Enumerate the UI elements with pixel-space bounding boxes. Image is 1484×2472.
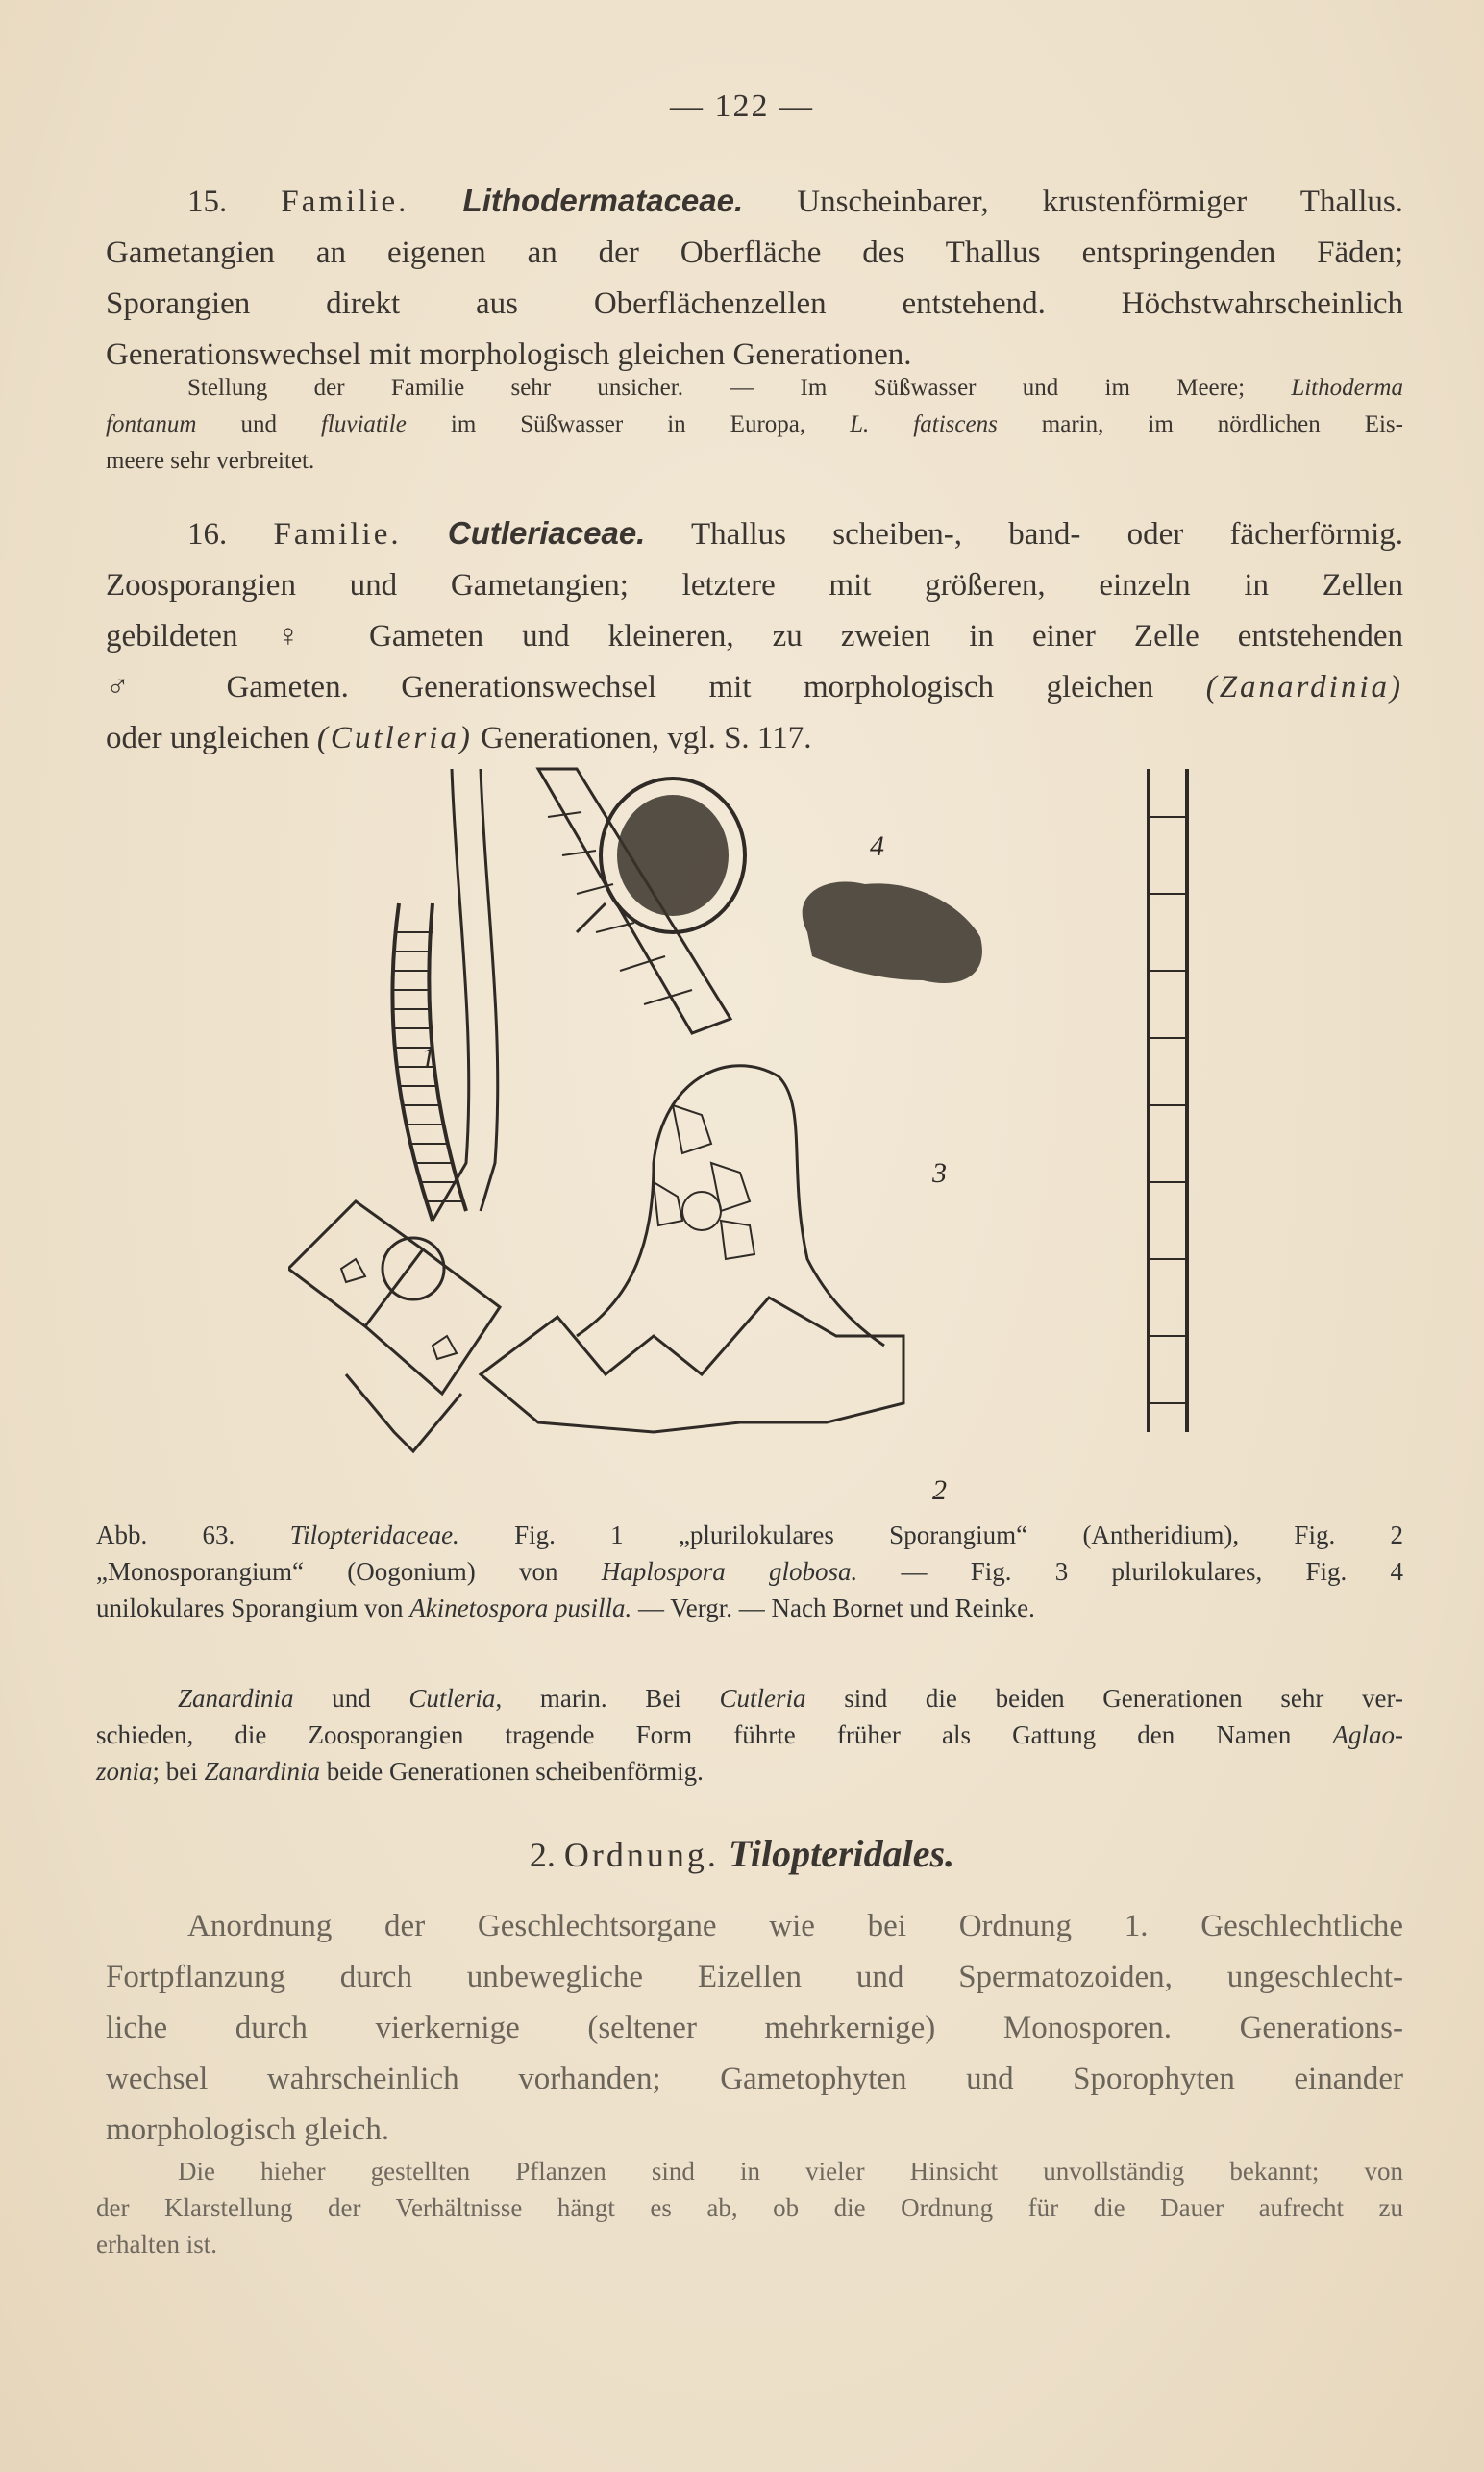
fig2-base-cells [481,1298,903,1432]
text-line [96,1680,1403,1717]
taxon-name: Cutleria [719,1684,806,1713]
figure-label-1: 1 [421,1042,435,1074]
family-name: Lithodermataceae. [462,183,744,218]
order-name: Tilopteridales. [718,1832,955,1875]
text-span: und [196,411,321,437]
taxon-name: Tilopteridaceae. [289,1520,459,1549]
taxon-name: Lithoderma [1291,375,1403,401]
text-line: Zoosporangien und Gametangien; letztere mit größeren, einzeln in Zellen [106,568,1403,603]
text-line [106,713,1403,764]
taxon-name: zonia [96,1757,153,1786]
taxon-name: fluviatile [320,411,407,437]
text-line: Gametangien an eigenen an der Oberfläche des Thallus entspringenden Fäden; [106,235,1403,270]
text-span: Die hieher gestellten Pflanzen sind in vieler Hinsicht unvollständig bekannt; von [178,2157,1403,2186]
text-span: beide Generationen scheibenförmig. [320,1757,704,1786]
order-label: Ordnung. [563,1836,719,1874]
text-span: ; bei [152,1757,205,1786]
text-line [106,507,1403,560]
text-span: und [293,1684,409,1713]
text-line [106,175,1403,228]
text-line [96,2153,1403,2189]
text-line [96,1517,1403,1553]
taxon-name: fontanum [106,411,197,437]
text-span: Thallus scheiben-, band- oder fächerförmig. [645,517,1404,552]
text-span: marin, im nördlichen Eis- [997,411,1403,437]
text-span: „Monosporangium“ (Oogonium) von [96,1557,602,1586]
order-note [96,2153,1403,2262]
family-label: Familie. [273,517,402,552]
family-16-paragraph [106,507,1403,764]
taxon-name: (Zanardinia) [1205,670,1403,705]
text-span: Anordnung der Geschlechtsorgane wie bei Ordnung 1. Geschlechtliche [187,1909,1403,1943]
family-15-note [106,370,1403,480]
text-line [96,1753,1403,1790]
text-span: Abb. 63. [96,1520,290,1549]
page-number: — 122 — [670,88,814,124]
fig2-dome [577,1066,884,1346]
taxon-name: Haplospora globosa. [601,1557,858,1586]
text-span: , marin. Bei [495,1684,720,1713]
order-heading [0,1831,1484,1876]
order-number: 2. [529,1836,564,1874]
family-15-paragraph [106,175,1403,381]
family-number: 15. [187,185,282,219]
text-line [96,1717,1403,1753]
family-label: Familie. [281,185,409,219]
botanical-illustration [288,759,1201,1509]
text-span: Fig. 1 „plurilokulares Sporangium“ (Antheridium), Fig. 2 [458,1520,1403,1549]
text-line [96,1590,1403,1626]
text-span: Stellung der Familie sehr unsicher. — Im Süßwasser und im Meere; [187,375,1292,401]
fig3-right-filament [1149,769,1187,1432]
text-line [106,662,1403,713]
text-span: Unscheinbarer, krustenförmiger Thallus. [743,185,1404,219]
text-line: erhalten ist. [96,2230,217,2259]
fig2-cells-left [288,1201,500,1451]
taxon-name: Akinetospora pusilla. [409,1594,632,1622]
text-line: der Klarstellung der Verhältnisse hängt es ab, ob die Ordnung für die Dauer aufrecht zu [96,2193,1403,2222]
figure-label-4: 4 [870,830,884,862]
fig4-sporangium-content [617,795,729,916]
text-line [96,1553,1403,1590]
text-span: im Süßwasser in Europa, [406,411,851,437]
text-span: unilokulares Sporangium von [96,1594,410,1622]
text-line: Fortpflanzung durch unbewegliche Eizellen und Spermatozoiden, ungeschlecht- [106,1960,1403,1994]
taxon-name: L. fatiscens [850,411,998,437]
taxon-name: Cutleria [408,1684,496,1713]
text-line: meere sehr verbreitet. [106,448,315,474]
fig1-filament [433,769,498,1221]
text-line: morphologisch gleich. [106,2113,390,2147]
text-span: schieden, die Zoosporangien tragende Form führte früher als Gattung den Namen [96,1720,1333,1749]
text-span: — Fig. 3 plurilokulares, Fig. 4 [857,1557,1403,1586]
figure-caption [96,1517,1403,1626]
text-line: liche durch vierkernige (seltener mehrkernige) Monosporen. Generations- [106,2011,1403,2045]
text-line [106,1901,1403,1952]
taxon-name: Zanardinia [178,1684,294,1713]
fig3-sporangium [803,881,982,983]
family-number: 16. [187,517,274,552]
text-span: — Vergr. — Nach Bornet und Reinke. [631,1594,1035,1622]
family-16-note [96,1680,1403,1790]
figure-label-2: 2 [932,1474,947,1506]
taxon-name: Zanardinia [204,1757,321,1786]
text-line [106,407,1403,443]
text-line: gebildeten ♀ Gameten und kleineren, zu zweien in einer Zelle entstehenden [106,619,1403,654]
text-line: Generationswechsel mit morphologisch gleichen Generationen. [106,337,912,372]
taxon-name: (Cutleria) [316,721,473,755]
order-paragraph [106,1901,1403,2156]
figure-label-3: 3 [932,1157,947,1189]
text-line: wechsel wahrscheinlich vorhanden; Gametophyten und Sporophyten einander [106,2062,1403,2096]
text-span: ♂ Gameten. Generationswechsel mit morphologisch gleichen [106,670,1206,705]
text-line: Sporangien direkt aus Oberflächenzellen entstehend. Höchstwahrscheinlich [106,286,1403,321]
text-span: Generationen, vgl. S. 117. [472,721,812,755]
text-line [106,370,1403,407]
family-name: Cutleriaceae. [447,515,646,551]
taxon-name: Aglao- [1332,1720,1403,1749]
text-span: oder ungleichen [106,721,317,755]
text-span: sind die beiden Generationen sehr ver- [805,1684,1403,1713]
